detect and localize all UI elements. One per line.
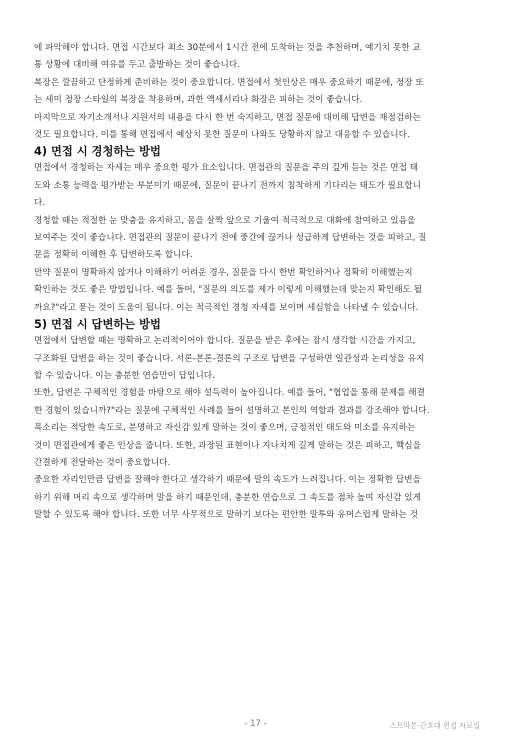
text-line: 말할 수 있도록 해야 합니다. 또한 너무 사무적으로 말하기 보다는 편안한 말투와 유머스럽게 말하는 것 bbox=[34, 510, 419, 521]
text-line: 도와 소통 능력을 평가받는 부분이기 때문에, 질문이 끝나기 전까지 침착하게 기다리는 태도가 필요합니 bbox=[34, 180, 421, 191]
text-line: 면접에서 경청하는 자세는 매우 중요한 평가 요소입니다. 면접관의 질문을 주의 깊게 듣는 것은 면접 태 bbox=[34, 163, 419, 174]
text-line: 까요?"라고 묻는 것이 도움이 됩니다. 이는 적극적인 경청 자세를 보이며 세심함을 나타낼 수 있습니다. bbox=[34, 302, 419, 313]
text-line: 목소리는 적당한 속도로, 분명하고 자신감 있게 말하는 것이 좋으며, 긍정적인 태도와 미소를 유지하는 bbox=[34, 423, 416, 434]
text-line: 복장은 깔끔하고 단정하게 준비하는 것이 중요합니다. 면접에서 첫인상은 매우 중요하기 때문에, 정장 또 bbox=[34, 77, 424, 88]
section-listening-body bbox=[34, 160, 480, 317]
text-line: 에 파악해야 합니다. 면접 시간보다 최소 30분에서 1시간 전에 도착하는 것을 추천하며, 예기치 못한 교 bbox=[34, 43, 421, 53]
page-content bbox=[34, 40, 480, 525]
text-line: 하기 위해 머리 속으로 생각하며 말을 하기 때문인데, 충분한 연습으로 그 속도를 점차 높여 자신감 있게 bbox=[34, 492, 421, 503]
text-line: 한 경험이 있습니까?"라는 질문에 구체적인 사례를 들어 설명하고 본인의 역할과 결과를 강조해야 합니다. bbox=[34, 405, 430, 416]
section-answering-body bbox=[34, 333, 480, 524]
text-line: 중요한 자리인만큼 답변을 잘해야 한다고 생각하기 때문에 말의 속도가 느려집니다. 이는 정확한 답변을 bbox=[34, 475, 421, 486]
page-number: - 17 - bbox=[244, 719, 267, 729]
text-line: 면접에서 답변할 때는 명확하고 논리적이어야 합니다. 질문을 받은 후에는 잠시 생각할 시간을 가지고, bbox=[34, 336, 416, 347]
text-line: 만약 질문이 명확하지 않거나 이해하기 어려운 경우, 질문을 다시 한번 확인하거나 정확히 이해했는지 bbox=[34, 267, 413, 278]
text-line: 다. bbox=[34, 198, 46, 209]
text-line: 확인하는 것도 좋은 방법입니다. 예를 들어, "질문의 의도를 제가 이렇게 이해했는데 맞는지 확인해도 될 bbox=[34, 285, 423, 296]
footer-source-label: 스트라톤-간호대 면접 자료집 bbox=[389, 721, 480, 730]
section-heading-answering: 5) 면접 시 답변하는 방법 bbox=[34, 318, 161, 332]
text-line: 는 세미 정장 스타일의 복장을 착용하며, 과한 액세서리나 화장은 피하는 것이 좋습니다. bbox=[34, 95, 363, 106]
text-line: 마지막으로 자기소개서나 지원서의 내용을 다시 한 번 숙지하고, 면접 질문에 대비해 답변을 재점검하는 bbox=[34, 112, 421, 123]
text-line: 문을 정확히 이해한 후 답변하도록 합니다. bbox=[34, 250, 193, 261]
text-line: 경청할 때는 적절한 눈 맞춤을 유지하고, 몸을 살짝 앞으로 기울여 적극적으로 대화에 참여하고 있음을 bbox=[34, 215, 416, 226]
intro-paragraphs bbox=[34, 40, 480, 144]
text-line: 할 수 있습니다. 이는 충분한 연습만이 답입니다. bbox=[34, 370, 215, 381]
text-line: 것도 필요합니다. 이를 통해 면접에서 예상치 못한 질문이 나와도 당황하지 않고 대응할 수 있습니다. bbox=[34, 130, 410, 141]
text-line: 구조화된 답변을 하는 것이 좋습니다. 서론-본론-결론의 구조로 답변을 구성하면 일관성과 논리성을 유지 bbox=[34, 353, 425, 364]
text-line: 것이 면접관에게 좋은 인상을 줍니다. 또한, 과장된 표현이나 지나치게 길게 말하는 것은 피하고, 핵심을 bbox=[34, 440, 421, 451]
text-line: 간결하게 전달하는 것이 중요합니다. bbox=[34, 457, 171, 468]
section-heading-listening: 4) 면접 시 경청하는 방법 bbox=[34, 145, 161, 159]
text-line: 또한, 답변은 구체적인 경험을 바탕으로 해야 설득력이 높아집니다. 예를 들어, "협업을 통해 문제를 해결 bbox=[34, 388, 425, 399]
text-line: 통 상황에 대비해 여유를 두고 출발하는 것이 좋습니다. bbox=[34, 60, 240, 71]
text-line: 보여주는 것이 좋습니다. 면접관의 질문이 끝나기 전에 중간에 끊거나 성급하게 답변하는 것을 피하고, 질 bbox=[34, 233, 427, 244]
